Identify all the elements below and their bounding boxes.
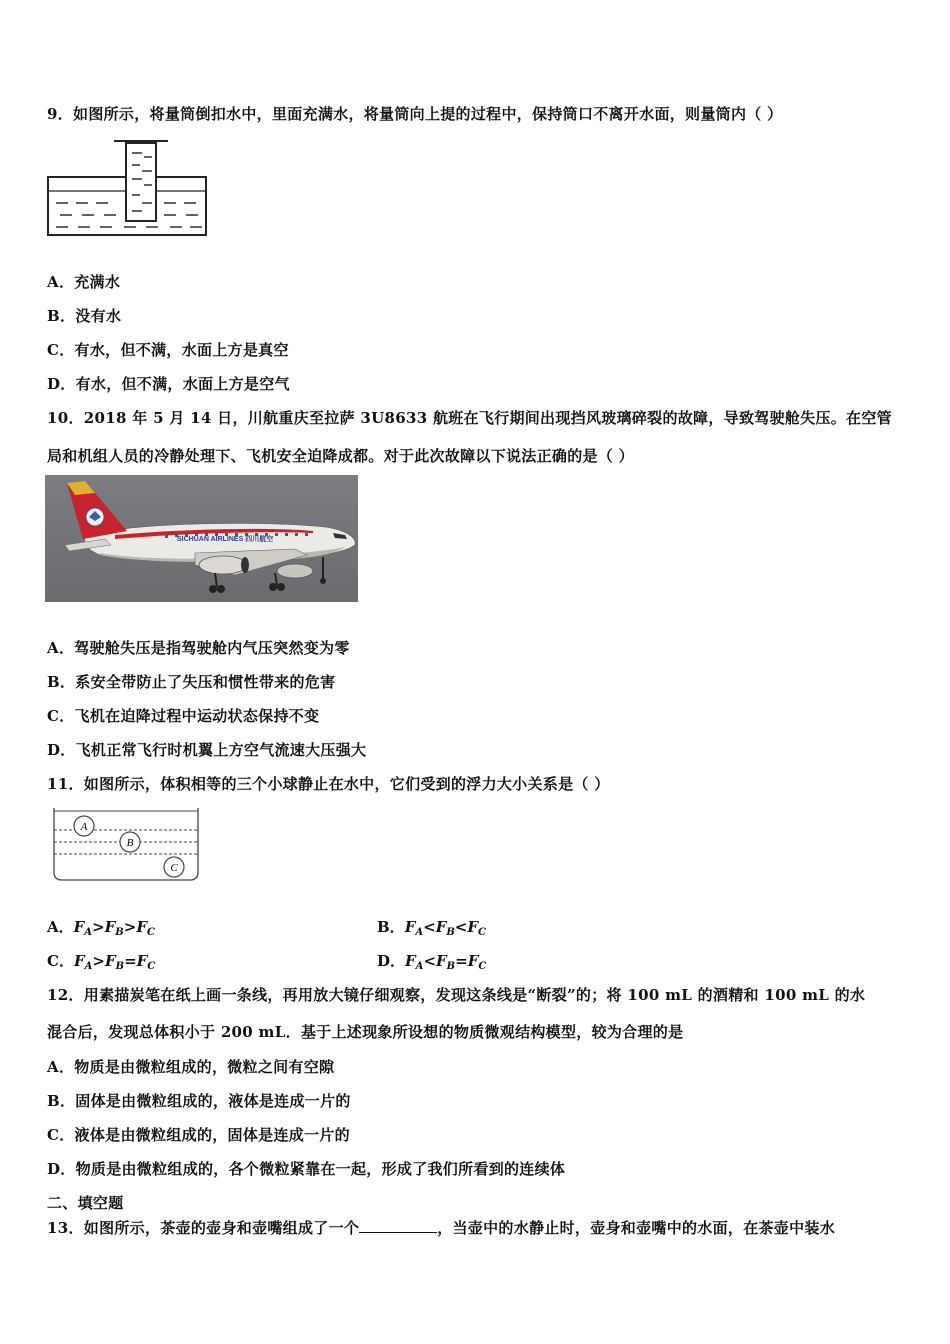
q9-option-b: B．没有水: [47, 307, 122, 325]
cylinder-figure: [46, 137, 211, 242]
q10-option-a: A．驾驶舱失压是指驾驶舱内气压突然变为零: [47, 639, 350, 657]
q9-option-d: D．有水，但不满，水面上方是空气: [47, 375, 290, 393]
q13-stem: 13．如图所示，茶壶的壶身和壶嘴组成了一个 ，当壶中的水静止时，壶身和壶嘴中的水面，在茶壶中装水: [47, 1219, 835, 1237]
q12-stem-line1: 12．用素描炭笔在纸上画一条线，再用放大镜仔细观察，发现这条线是“断裂”的；将 100 mL 的酒精和 100 mL 的水: [47, 986, 866, 1004]
q10-option-d: D．飞机正常飞行时机翼上方空气流速大压强大: [47, 741, 367, 759]
airplane-photo: [45, 475, 358, 602]
q11-option-c: C．$F_A>F_B=F_C$: [47, 952, 156, 972]
q10-option-c: C．飞机在迫降过程中运动状态保持不变: [47, 707, 320, 725]
q11-option-a: A．$F_A>F_B>F_C$: [47, 918, 155, 938]
q11-option-d: D．$F_A<F_B=F_C$: [377, 952, 487, 972]
q10-option-b: B．系安全带防止了失压和惯性带来的危害: [47, 673, 336, 691]
q13-answer-blank[interactable]: [359, 1220, 437, 1233]
q12-option-b: B．固体是由微粒组成的，液体是连成一片的: [47, 1092, 351, 1110]
q12-option-c: C．液体是由微粒组成的，固体是连成一片的: [47, 1126, 350, 1144]
q11-stem: 11．如图所示，体积相等的三个小球静止在水中，它们受到的浮力大小关系是（ ）: [47, 775, 610, 793]
q10-stem-line1: 10．2018 年 5 月 14 日，川航重庆至拉萨 3U8633 航班在飞行期间出现挡风玻璃碎裂的故障，导致驾驶舱失压。在空管: [47, 409, 892, 427]
floating-balls-figure: [50, 808, 202, 884]
section-title-fill-in: 二、填空题: [47, 1194, 124, 1212]
ball-a-label: A: [80, 821, 88, 833]
q9-option-a: A．充满水: [47, 273, 121, 291]
airline-livery-text: SICHUAN AIRLINES 四川航空: [177, 536, 274, 543]
q10-stem-line2: 局和机组人员的冷静处理下、飞机安全迫降成都。对于此次故障以下说法正确的是（ ）: [47, 447, 634, 465]
q12-option-d: D．物质是由微粒组成的，各个微粒紧靠在一起，形成了我们所看到的连续体: [47, 1160, 566, 1178]
ball-b-label: B: [126, 837, 134, 849]
q11-option-b: B．$F_A<F_B<F_C$: [377, 918, 486, 938]
q12-option-a: A．物质是由微粒组成的，微粒之间有空隙: [47, 1058, 335, 1076]
q9-stem: 9．如图所示，将量筒倒扣水中，里面充满水，将量筒向上提的过程中，保持筒口不离开水面，则量筒内（ ）: [47, 105, 783, 123]
ball-c-label: C: [170, 862, 178, 874]
q9-option-c: C．有水，但不满，水面上方是真空: [47, 341, 289, 359]
q12-stem-line2: 混合后，发现总体积小于 200 mL．基于上述现象所设想的物质微观结构模型，较为合理的是: [47, 1023, 684, 1041]
